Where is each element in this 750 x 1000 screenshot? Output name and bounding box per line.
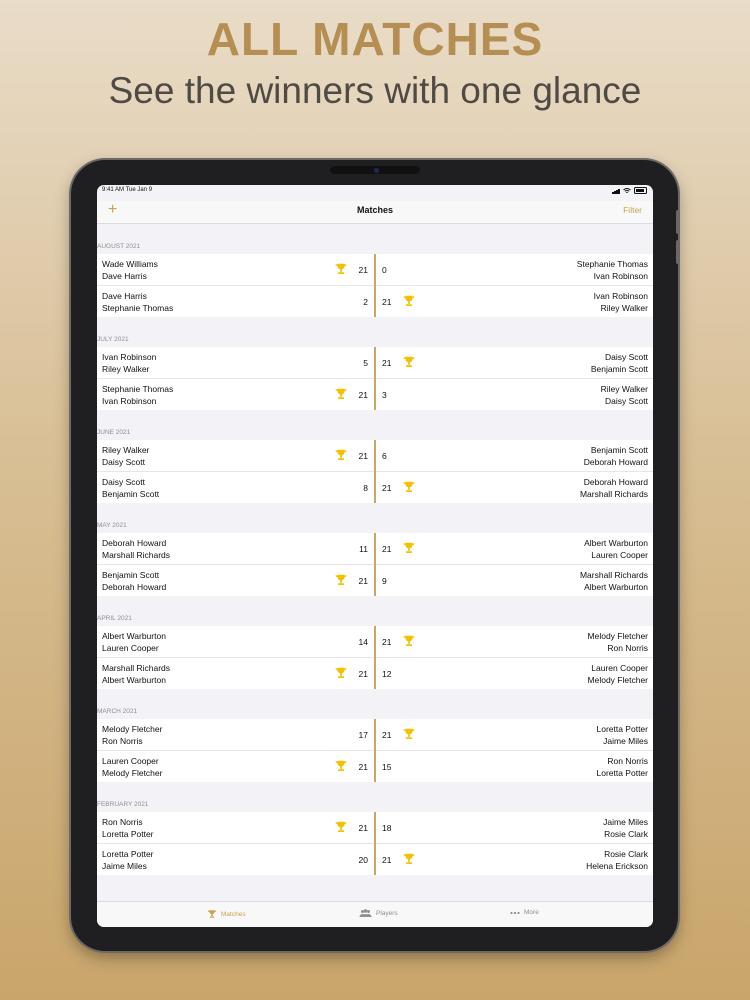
right-player-1: Benjamin Scott	[590, 445, 648, 455]
left-score: 20	[358, 855, 368, 865]
match-group	[97, 347, 653, 410]
left-player-2: Ivan Robinson	[102, 396, 157, 406]
right-player-1: Loretta Potter	[596, 724, 648, 734]
left-player-1: Ron Norris	[102, 817, 143, 827]
filter-button[interactable]: Filter	[623, 205, 642, 215]
trophy-icon	[334, 759, 348, 773]
left-player-1: Daisy Scott	[102, 477, 145, 487]
right-player-2: Loretta Potter	[596, 768, 648, 778]
left-score: 21	[358, 265, 368, 275]
match-row[interactable]	[97, 719, 653, 751]
right-score: 21	[382, 297, 392, 307]
left-player-2: Melody Fletcher	[102, 768, 163, 778]
right-player-2: Melody Fletcher	[587, 675, 648, 685]
trophy-icon	[402, 294, 416, 308]
section-label: JUNE 2021	[97, 429, 131, 436]
left-player-2: Ron Norris	[102, 736, 143, 746]
tab-matches[interactable]	[207, 909, 246, 919]
left-player-2: Loretta Potter	[102, 829, 154, 839]
left-player-1: Riley Walker	[102, 445, 150, 455]
right-player-1: Ron Norris	[607, 756, 648, 766]
section-label: MARCH 2021	[97, 708, 138, 715]
section-header	[97, 782, 653, 812]
right-score: 3	[382, 390, 387, 400]
trophy-icon	[402, 541, 416, 555]
right-player-1: Albert Warburton	[584, 538, 648, 548]
trophy-icon	[334, 666, 348, 680]
tab-players-label: Players	[376, 910, 398, 917]
left-score: 2	[363, 297, 368, 307]
left-player-1: Loretta Potter	[102, 849, 154, 859]
left-score: 21	[358, 576, 368, 586]
right-player-1: Marshall Richards	[579, 570, 648, 580]
trophy-icon	[402, 727, 416, 741]
left-player-2: Albert Warburton	[102, 675, 166, 685]
nav-title: Matches	[356, 205, 393, 215]
trophy-icon	[334, 448, 348, 462]
more-icon	[510, 911, 520, 915]
right-player-2: Albert Warburton	[584, 582, 648, 592]
hero-subtitle: See the winners with one glance	[108, 70, 642, 111]
section-label: AUGUST 2021	[97, 243, 141, 250]
match-group	[97, 626, 653, 689]
left-score: 21	[358, 669, 368, 679]
volume-up-button	[676, 210, 680, 234]
left-player-1: Deborah Howard	[102, 538, 167, 548]
right-player-2: Benjamin Scott	[590, 364, 648, 374]
left-player-1: Albert Warburton	[102, 631, 166, 641]
hero-title: ALL MATCHES	[206, 13, 544, 65]
trophy-icon	[207, 909, 217, 919]
right-player-1: Daisy Scott	[605, 352, 648, 362]
right-score: 0	[382, 265, 387, 275]
match-row[interactable]	[97, 658, 653, 689]
trophy-icon	[402, 852, 416, 866]
trophy-icon	[334, 262, 348, 276]
trophy-icon	[334, 387, 348, 401]
right-player-2: Daisy Scott	[605, 396, 648, 406]
trophy-icon	[402, 634, 416, 648]
match-group	[97, 719, 653, 782]
match-row[interactable]	[97, 626, 653, 658]
right-player-2: Jaime Miles	[603, 736, 648, 746]
left-player-2: Daisy Scott	[102, 457, 145, 467]
left-player-2: Deborah Howard	[102, 582, 167, 592]
left-player-2: Jaime Miles	[102, 861, 147, 871]
status-bar	[97, 185, 653, 201]
left-player-1: Wade Williams	[102, 259, 158, 269]
section-header	[97, 596, 653, 626]
right-player-2: Marshall Richards	[579, 489, 648, 499]
status-time: 9:41 AM Tue Jan 9	[102, 187, 153, 193]
left-player-2: Lauren Cooper	[102, 643, 159, 653]
left-score: 8	[363, 483, 368, 493]
right-player-1: Riley Walker	[600, 384, 648, 394]
right-score: 18	[382, 823, 392, 833]
match-row[interactable]	[97, 440, 653, 472]
right-player-1: Ivan Robinson	[593, 291, 648, 301]
match-group	[97, 440, 653, 503]
match-row[interactable]	[97, 379, 653, 410]
section-header	[97, 317, 653, 347]
right-player-1: Rosie Clark	[604, 849, 648, 859]
match-row[interactable]	[97, 286, 653, 317]
right-score: 15	[382, 762, 392, 772]
volume-down-button	[676, 240, 680, 264]
right-player-1: Deborah Howard	[583, 477, 648, 487]
trophy-icon	[402, 480, 416, 494]
trophy-icon	[334, 820, 348, 834]
trophy-icon	[334, 573, 348, 587]
section-label: APRIL 2021	[97, 615, 132, 622]
section-header	[97, 224, 653, 254]
right-score: 9	[382, 576, 387, 586]
section-header	[97, 503, 653, 533]
match-row[interactable]	[97, 812, 653, 844]
match-row[interactable]	[97, 565, 653, 596]
section-label: FEBRUARY 2021	[97, 801, 149, 808]
plus-icon[interactable]: +	[108, 201, 118, 218]
match-row[interactable]	[97, 751, 653, 782]
right-score: 21	[382, 855, 392, 865]
left-score: 21	[358, 762, 368, 772]
right-player-2: Riley Walker	[600, 303, 648, 313]
signal-icon	[612, 188, 620, 194]
left-score: 21	[358, 823, 368, 833]
app-screen	[97, 185, 653, 927]
left-player-2: Riley Walker	[102, 364, 150, 374]
match-group	[97, 533, 653, 596]
battery-icon	[634, 187, 647, 194]
left-score: 21	[358, 451, 368, 461]
match-row[interactable]	[97, 254, 653, 286]
trophy-icon	[402, 355, 416, 369]
left-player-1: Marshall Richards	[102, 663, 171, 673]
right-score: 21	[382, 358, 392, 368]
tab-more[interactable]	[510, 909, 539, 916]
right-score: 21	[382, 730, 392, 740]
right-player-1: Lauren Cooper	[591, 663, 648, 673]
wifi-icon	[623, 188, 631, 194]
right-player-2: Ivan Robinson	[593, 271, 648, 281]
navigation-bar	[97, 201, 653, 224]
right-player-1: Stephanie Thomas	[576, 259, 648, 269]
section-label: JULY 2021	[97, 336, 129, 343]
match-row[interactable]	[97, 472, 653, 503]
left-player-1: Melody Fletcher	[102, 724, 163, 734]
match-row[interactable]	[97, 533, 653, 565]
match-group	[97, 812, 653, 875]
right-player-2: Rosie Clark	[604, 829, 648, 839]
left-score: 14	[358, 637, 368, 647]
section-header	[97, 410, 653, 440]
right-player-2: Deborah Howard	[583, 457, 648, 467]
left-player-2: Marshall Richards	[102, 550, 171, 560]
match-list[interactable]	[97, 224, 653, 875]
left-score: 17	[358, 730, 368, 740]
left-score: 11	[359, 544, 368, 554]
left-score: 5	[363, 358, 368, 368]
right-score: 6	[382, 451, 387, 461]
camera-lens	[374, 168, 379, 173]
left-player-1: Dave Harris	[102, 291, 147, 301]
right-player-1: Jaime Miles	[603, 817, 648, 827]
tab-more-label: More	[524, 909, 539, 916]
right-score: 21	[382, 637, 392, 647]
status-icons	[612, 187, 647, 194]
left-player-1: Ivan Robinson	[102, 352, 157, 362]
match-row[interactable]	[97, 844, 653, 875]
match-group	[97, 254, 653, 317]
match-row[interactable]	[97, 347, 653, 379]
left-score: 21	[358, 390, 368, 400]
tab-players[interactable]	[359, 909, 398, 918]
left-player-2: Benjamin Scott	[102, 489, 160, 499]
people-icon	[359, 909, 372, 918]
right-player-2: Helena Erickson	[586, 861, 648, 871]
tab-matches-label: Matches	[221, 910, 246, 918]
right-player-2: Ron Norris	[607, 643, 648, 653]
left-player-2: Stephanie Thomas	[102, 303, 174, 313]
left-player-2: Dave Harris	[102, 271, 147, 281]
tab-bar	[97, 901, 653, 927]
left-player-1: Lauren Cooper	[102, 756, 159, 766]
right-player-2: Lauren Cooper	[591, 550, 648, 560]
right-score: 12	[382, 669, 392, 679]
right-player-1: Melody Fletcher	[587, 631, 648, 641]
left-player-1: Stephanie Thomas	[102, 384, 174, 394]
right-score: 21	[382, 544, 392, 554]
section-header	[97, 689, 653, 719]
right-score: 21	[382, 483, 392, 493]
section-label: MAY 2021	[97, 522, 127, 529]
left-player-1: Benjamin Scott	[102, 570, 160, 580]
